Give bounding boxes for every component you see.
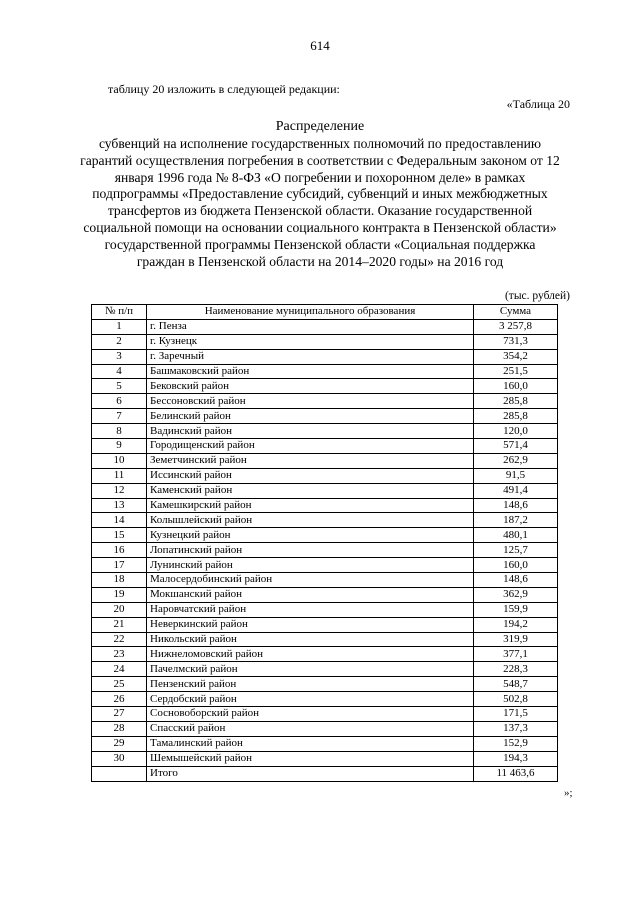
amount: 354,2 [474,349,558,364]
row-number: 1 [92,319,147,334]
amount: 548,7 [474,677,558,692]
municipality-name: Неверкинский район [147,617,474,632]
amount: 160,0 [474,379,558,394]
amount: 285,8 [474,394,558,409]
units-label: (тыс. рублей) [504,290,570,302]
municipality-name: г. Заречный [147,349,474,364]
amount: 502,8 [474,692,558,707]
header-sum: Сумма [474,305,558,320]
table-row [92,662,558,677]
municipality-name: Наровчатский район [147,602,474,617]
distribution-table [91,304,558,782]
table-row [92,334,558,349]
amount: 194,3 [474,751,558,766]
table-row [92,349,558,364]
table-row [92,319,558,334]
total-row [92,766,558,781]
municipality-name: Каменский район [147,483,474,498]
amount: 91,5 [474,468,558,483]
municipality-name: Колышлейский район [147,513,474,528]
amount: 3 257,8 [474,319,558,334]
row-number: 3 [92,349,147,364]
row-number: 4 [92,364,147,379]
header-number: № п/п [92,305,147,320]
row-number: 2 [92,334,147,349]
table-row [92,543,558,558]
row-number: 22 [92,632,147,647]
row-number: 21 [92,617,147,632]
header-municipality: Наименование муниципального образования [147,305,474,320]
row-number: 11 [92,468,147,483]
municipality-name: Бековский район [147,379,474,394]
municipality-name: Иссинский район [147,468,474,483]
municipality-name: Пензенский район [147,677,474,692]
row-number: 26 [92,692,147,707]
intro-text: таблицу 20 изложить в следующей редакции: [108,82,340,96]
table-row [92,364,558,379]
table-row [92,602,558,617]
amount: 362,9 [474,587,558,602]
amount: 148,6 [474,573,558,588]
row-number: 8 [92,424,147,439]
municipality-name: Городищенский район [147,439,474,454]
row-number: 17 [92,558,147,573]
amount: 160,0 [474,558,558,573]
row-number: 20 [92,602,147,617]
amount: 152,9 [474,736,558,751]
total-label: Итого [147,766,474,781]
row-number: 30 [92,751,147,766]
amount: 377,1 [474,647,558,662]
row-number: 7 [92,409,147,424]
municipality-name: Сердобский район [147,692,474,707]
table-header-row [92,305,558,320]
row-number: 6 [92,394,147,409]
municipality-name: Тамалинский район [147,736,474,751]
table-row [92,736,558,751]
table-row [92,751,558,766]
amount: 171,5 [474,707,558,722]
row-number: 14 [92,513,147,528]
page-number: 614 [310,38,330,53]
amount: 148,6 [474,498,558,513]
row-number: 18 [92,573,147,588]
table-row [92,721,558,736]
municipality-name: Пачелмский район [147,662,474,677]
total-number-cell [92,766,147,781]
municipality-name: Никольский район [147,632,474,647]
amount: 228,3 [474,662,558,677]
municipality-name: Лопатинский район [147,543,474,558]
closing-mark: »; [564,787,573,799]
amount: 319,9 [474,632,558,647]
municipality-name: Кузнецкий район [147,528,474,543]
row-number: 10 [92,453,147,468]
row-number: 28 [92,721,147,736]
table-row [92,513,558,528]
table-row [92,424,558,439]
row-number: 19 [92,587,147,602]
amount: 125,7 [474,543,558,558]
row-number: 5 [92,379,147,394]
row-number: 13 [92,498,147,513]
table-row [92,692,558,707]
row-number: 29 [92,736,147,751]
amount: 159,9 [474,602,558,617]
table-row [92,573,558,588]
municipality-name: Вадинский район [147,424,474,439]
amount: 251,5 [474,364,558,379]
municipality-name: Бессоновский район [147,394,474,409]
municipality-name: Лунинский район [147,558,474,573]
municipality-name: Спасский район [147,721,474,736]
table-body [92,319,558,766]
table-reference: «Таблица 20 [506,97,570,111]
table-row [92,632,558,647]
table-row [92,483,558,498]
table-row [92,453,558,468]
table-row [92,707,558,722]
table-row [92,587,558,602]
table-row [92,647,558,662]
amount: 194,2 [474,617,558,632]
row-number: 23 [92,647,147,662]
table-row [92,528,558,543]
row-number: 24 [92,662,147,677]
table-row [92,439,558,454]
amount: 491,4 [474,483,558,498]
amount: 571,4 [474,439,558,454]
row-number: 27 [92,707,147,722]
row-number: 9 [92,439,147,454]
municipality-name: Малосердобинский район [147,573,474,588]
municipality-name: Белинский район [147,409,474,424]
row-number: 16 [92,543,147,558]
municipality-name: г. Пенза [147,319,474,334]
document-title: Распределение [275,119,365,134]
municipality-name: Сосновоборский район [147,707,474,722]
municipality-name: Камешкирский район [147,498,474,513]
amount: 262,9 [474,453,558,468]
municipality-name: Башмаковский район [147,364,474,379]
row-number: 15 [92,528,147,543]
table-row [92,394,558,409]
amount: 731,3 [474,334,558,349]
municipality-name: г. Кузнецк [147,334,474,349]
table-row [92,617,558,632]
document-subtitle: субвенций на исполнение государственных полномочий по предоставлению гарантий осуществления погребения в соответствии с Федеральным законом от 12 января 1996 года № 8-ФЗ «О погребении и похоронном деле» в рамках подпрограммы «Предоставление субсидий, субвенций и иных межбюджетных трансфертов из бюджета Пензенской области. Оказание государственной социальной помощи на основании социального контракта в Пензенской области» государственной программы Пензенской области «Социальная поддержка граждан в Пензенской области на 2014–2020 годы» на 2016 год [80,136,560,269]
table-row [92,468,558,483]
amount: 480,1 [474,528,558,543]
row-number: 25 [92,677,147,692]
amount: 137,3 [474,721,558,736]
row-number: 12 [92,483,147,498]
table-row [92,409,558,424]
amount: 187,2 [474,513,558,528]
municipality-name: Шемышейский район [147,751,474,766]
table-row [92,379,558,394]
municipality-name: Нижнеломовский район [147,647,474,662]
amount: 285,8 [474,409,558,424]
amount: 120,0 [474,424,558,439]
table-row [92,498,558,513]
total-sum: 11 463,6 [474,766,558,781]
municipality-name: Мокшанский район [147,587,474,602]
municipality-name: Земетчинский район [147,453,474,468]
table-row [92,558,558,573]
table-row [92,677,558,692]
